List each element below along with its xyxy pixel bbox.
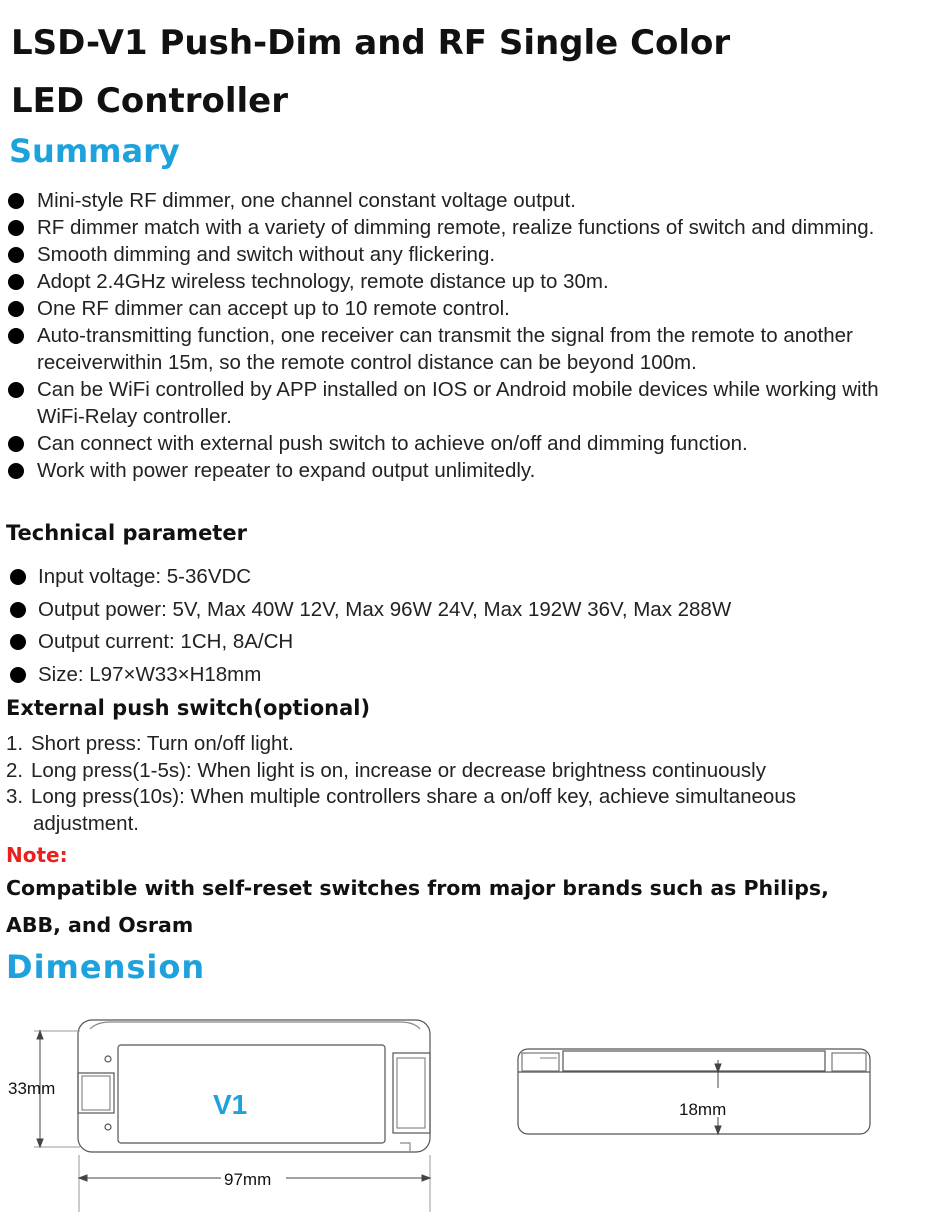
height-label: 33mm xyxy=(8,1079,56,1098)
bullet-icon xyxy=(8,274,24,290)
side-view-left-tab xyxy=(522,1053,559,1071)
summary-item: Mini-style RF dimmer, one channel constant voltage output. xyxy=(0,187,930,214)
summary-item: Can be WiFi controlled by APP installed on IOS or Android mobile devices while working with WiFi-Relay controller. xyxy=(0,376,930,430)
front-view-panel xyxy=(118,1045,385,1143)
bullet-icon xyxy=(10,634,26,650)
led-hole-bottom xyxy=(105,1124,111,1130)
side-view-right-tab xyxy=(832,1053,866,1071)
note-text: Compatible with self-reset switches from major brands such as Philips, ABB, and Osram xyxy=(6,876,829,937)
summary-item: RF dimmer match with a variety of dimming remote, realize functions of switch and dimming. xyxy=(0,214,930,241)
bullet-icon xyxy=(10,569,26,585)
led-hole-top xyxy=(105,1056,111,1062)
summary-item: One RF dimmer can accept up to 10 remote control. xyxy=(0,295,930,322)
side-view-body xyxy=(518,1049,870,1134)
bullet-icon xyxy=(8,220,24,236)
summary-item: Work with power repeater to expand output unlimitedly. xyxy=(0,457,930,484)
technical-item: Output current: 1CH, 8A/CH xyxy=(0,626,761,659)
left-terminal xyxy=(78,1073,114,1113)
bullet-icon xyxy=(8,382,24,398)
side-view xyxy=(518,1049,870,1134)
push-switch-heading: External push switch(optional) xyxy=(6,696,371,720)
title-line-2: LED Controller xyxy=(11,81,288,121)
side-height-label: 18mm xyxy=(679,1100,727,1119)
bullet-icon xyxy=(10,602,26,618)
summary-item: Can connect with external push switch to achieve on/off and dimming function. xyxy=(0,430,930,457)
front-view-bevel xyxy=(90,1022,420,1029)
width-label: 97mm xyxy=(224,1170,272,1189)
summary-heading: Summary xyxy=(9,132,180,170)
bullet-icon xyxy=(8,463,24,479)
dimension-heading: Dimension xyxy=(6,948,206,986)
technical-heading: Technical parameter xyxy=(6,521,247,545)
push-switch-list xyxy=(6,731,796,837)
note-label: Note: xyxy=(6,843,68,867)
bullet-icon xyxy=(8,436,24,452)
left-terminal-inner xyxy=(82,1076,110,1110)
bullet-icon xyxy=(8,328,24,344)
summary-item: Smooth dimming and switch without any flickering. xyxy=(0,241,930,268)
device-label: V1 xyxy=(213,1089,248,1120)
bullet-icon xyxy=(8,301,24,317)
technical-item: Input voltage: 5-36VDC xyxy=(0,561,761,594)
page-title xyxy=(11,14,730,130)
summary-item: Adopt 2.4GHz wireless technology, remote distance up to 30m. xyxy=(0,268,930,295)
front-view-tab xyxy=(400,1143,410,1152)
right-terminal-inner xyxy=(397,1058,425,1128)
push-switch-item: 2. Long press(1-5s): When light is on, increase or decrease brightness continuously xyxy=(6,758,766,782)
summary-item: Auto-transmitting function, one receiver can transmit the signal from the remote to another receiverwithin 15m, so the remote control distance can be beyond 100m. xyxy=(0,322,930,376)
push-switch-item: 3. Long press(10s): When multiple controllers share a on/off key, achieve simultaneous adjustment. xyxy=(6,785,796,835)
technical-item: Output power: 5V, Max 40W 12V, Max 96W 24V, Max 192W 36V, Max 288W xyxy=(0,594,761,627)
front-view-body xyxy=(78,1020,430,1152)
side-view-top-panel xyxy=(563,1051,825,1071)
technical-list xyxy=(0,561,761,691)
bullet-icon xyxy=(8,193,24,209)
push-switch-item: 1. Short press: Turn on/off light. xyxy=(6,732,294,755)
title-line-1: LSD-V1 Push-Dim and RF Single Color xyxy=(11,23,731,63)
dimension-drawing xyxy=(0,1000,930,1219)
summary-list xyxy=(0,187,930,484)
bullet-icon xyxy=(8,247,24,263)
technical-item: Size: L97×W33×H18mm xyxy=(0,659,761,692)
bullet-icon xyxy=(10,667,26,683)
